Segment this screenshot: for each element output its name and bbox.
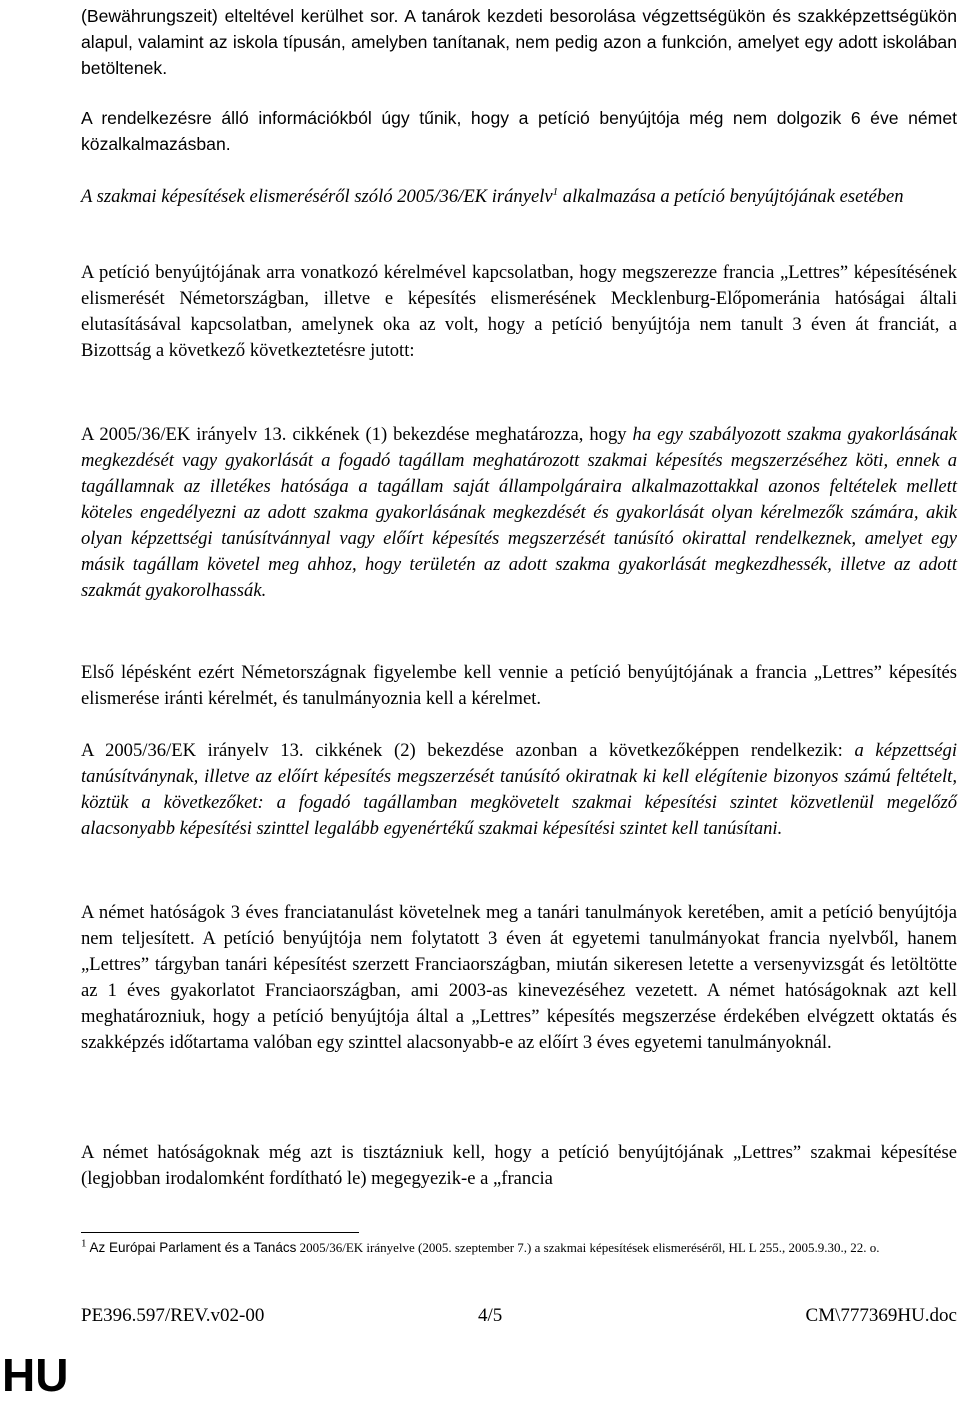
heading-text xyxy=(81,184,957,210)
paragraph-text: A német hatóságok 3 éves franciatanulást követelnek meg a tanári tanulmányok keretében, amit a petíció benyújtója nem teljesített. A petíció benyújtója nem folytatott 3 éven át egyetemi tanulmányokat francia nyelvből, hanem „Lettres” tárgyban tanári képesítést szerzett Franciaországban, miután sikeresen letette a versenyvizsgát és letöltötte az 1 éves gyakorlatot Franciaországban, ami 2003-as kinevezéséhez vezetett. A német hatóságoknak azt kell meghatározniuk, hogy a petíció benyújtója által a „Lettres” képesítés megszerzése érdekében elvégzett oktatás és szakképzés időtartama valóban egy szinttel alacsonyabb-e az előírt 3 éves egyetemi tanulmányoknál. xyxy=(81,902,957,1053)
paragraph-text: A német hatóságoknak még azt is tisztázniuk kell, hogy a petíció benyújtójának „Lettres” szakmai képesítése (legjobban irodalomként fordítható le) megegyezik-e a „francia xyxy=(81,1142,957,1189)
heading-rest: alkalmazása a petíció benyújtójának esetében xyxy=(558,186,904,207)
page-number: 4/5 xyxy=(478,1305,503,1326)
quoted-text: a képzettségi tanúsítványnak, illetve az előírt képesítés megszerzését tanúsító okiratnak ki kell elégítenie bizonyos számú feltételt, köztük a következőket: a fogadó tagállamban megkövetelt szakmai képesítési szintet közvetlenül megelőző alacsonyabb képesítési szinttel legalább egyenértékű szakmai képesítési szintet kell tanúsítani. xyxy=(81,740,957,839)
paragraph-text: A petíció benyújtójának arra vonatkozó kérelmével kapcsolatban, hogy megszerezze francia „Lettres” képesítésének elismerését Németországban, illetve e képesítés elismerésének Mecklenburg-Előpomeránia hatóságai általi elutasításával kapcsolatban, amelynek oka az volt, hogy a petíció benyújtója nem tanult 3 éven át franciát, a Bizottság a következő következtetésre jutott: xyxy=(81,262,957,361)
paragraph-article-13-1 xyxy=(81,422,957,604)
paragraph-first-step xyxy=(81,660,957,712)
plain-text: A 2005/36/EK irányelv 13. cikkének (2) bekezdése azonban a következőképpen rendelkezik: xyxy=(81,740,855,761)
paragraph-continuation xyxy=(81,3,957,81)
doc-reference: PE396.597/REV.v02-00 xyxy=(81,1305,265,1326)
paragraph-text: A rendelkezésre álló információkból úgy tűnik, hogy a petíció benyújtója még nem dolgozik 6 éve német közalkalmazásban. xyxy=(81,108,957,154)
footnote-lead: Az Európai Parlament és a Tanács xyxy=(86,1240,297,1255)
paragraph-text xyxy=(81,422,957,604)
paragraph-text: (Bewährungszeit) elteltével kerülhet sor. A tanárok kezdeti besorolása végzettségükön és szakképzettségükön alapul, valamint az iskola típusán, amelyben tanítanak, nem pedig azon a funkción, amelyet egy adott iskolában betöltenek. xyxy=(81,6,957,78)
plain-text: A 2005/36/EK irányelv 13. cikkének (1) bekezdése meghatározza, hogy xyxy=(81,424,633,445)
language-code: HU xyxy=(2,1349,69,1401)
footnote-number: 1 xyxy=(81,1237,87,1250)
paragraph-availability xyxy=(81,105,957,157)
paragraph-german-authorities xyxy=(81,900,957,1056)
paragraph-clarification xyxy=(81,1140,957,1192)
footnote-text: 2005/36/EK irányelve (2005. szeptember 7.) a szakmai képesítések elismeréséről, HL L 255., 2005.9.30., 22. o. xyxy=(296,1240,880,1255)
footnote-separator xyxy=(81,1232,359,1233)
footnote xyxy=(81,1238,957,1257)
section-heading xyxy=(81,184,957,210)
paragraph-commission-conclusion xyxy=(81,260,957,364)
quoted-text: ha egy szabályozott szakma gyakorlásának megkezdését vagy gyakorlását a fogadó tagállam meghatározott szakmai képesítés megszerzéséhez köti, ennek a tagállamnak az illetékes hatósága a tagállam saját állampolgáraira alkalmazottakkal azonos feltételek mellett köteles engedélyezni az adott szakma gyakorlásának megkezdését és gyakorlását olyan kérelmezők számára, akik olyan képzettségi tanúsítvánnyal vagy előírt képesítés megszerzését tanúsító okirattal rendelkeznek, amelyet egy másik tagállam követel meg ahhoz, hogy területén az adott szakma gyakorlását megkezdhessék, illetve az adott szakmát gyakorolhassák. xyxy=(81,424,958,601)
heading-main: A szakmai képesítések elismeréséről szóló 2005/36/EK irányelv xyxy=(81,186,553,207)
footnote-ref: 1 xyxy=(552,185,559,198)
file-reference: CM\777369HU.doc xyxy=(805,1305,957,1326)
paragraph-text xyxy=(81,738,957,842)
paragraph-text: Első lépésként ezért Németországnak figyelembe kell vennie a petíció benyújtójának a francia „Lettres” képesítés elismerése iránti kérelmét, és tanulmányoznia kell a kérelmet. xyxy=(81,662,957,709)
paragraph-article-13-2 xyxy=(81,738,957,842)
